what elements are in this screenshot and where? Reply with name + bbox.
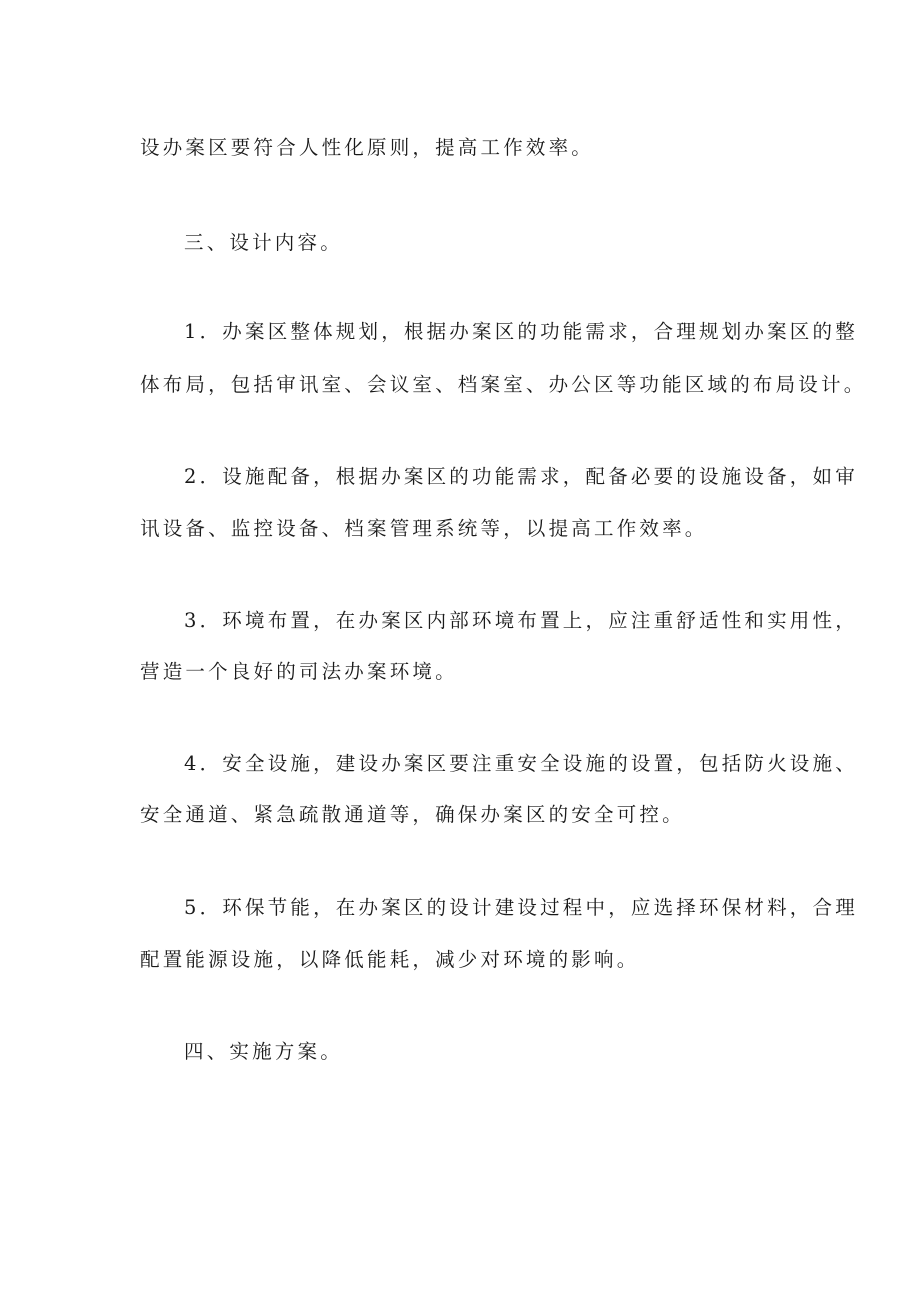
item-3-line-2: 营造一个良好的司法办案环境。 [140, 660, 458, 683]
item-4-line-1: 4．安全设施，建设办案区要注重安全设施的设置，包括防火设施、 [184, 752, 858, 775]
item-1-line-1: 1．办案区整体规划，根据办案区的功能需求，合理规划办案区的整 [184, 320, 858, 343]
section-heading-implementation-plan: 四、实施方案。 [184, 1040, 343, 1063]
section-heading-design-content: 三、设计内容。 [184, 231, 343, 254]
item-5-line-2: 配置能源设施，以降低能耗，减少对环境的影响。 [140, 948, 640, 971]
item-5-line-1: 5．环保节能，在办案区的设计建设过程中，应选择环保材料，合理 [184, 896, 858, 919]
item-3-line-1: 3．环境布置，在办案区内部环境布置上，应注重舒适性和实用性， [184, 609, 858, 632]
paragraph-continuation-line: 设办案区要符合人性化原则，提高工作效率。 [140, 136, 595, 159]
item-2-line-2: 讯设备、监控设备、档案管理系统等，以提高工作效率。 [140, 517, 708, 540]
item-1-line-2: 体布局，包括审讯室、会议室、档案室、办公区等功能区域的布局设计。 [140, 373, 867, 396]
item-2-line-1: 2．设施配备，根据办案区的功能需求，配备必要的设施设备，如审 [184, 465, 858, 488]
item-4-line-2: 安全通道、紧急疏散通道等，确保办案区的安全可控。 [140, 803, 685, 826]
